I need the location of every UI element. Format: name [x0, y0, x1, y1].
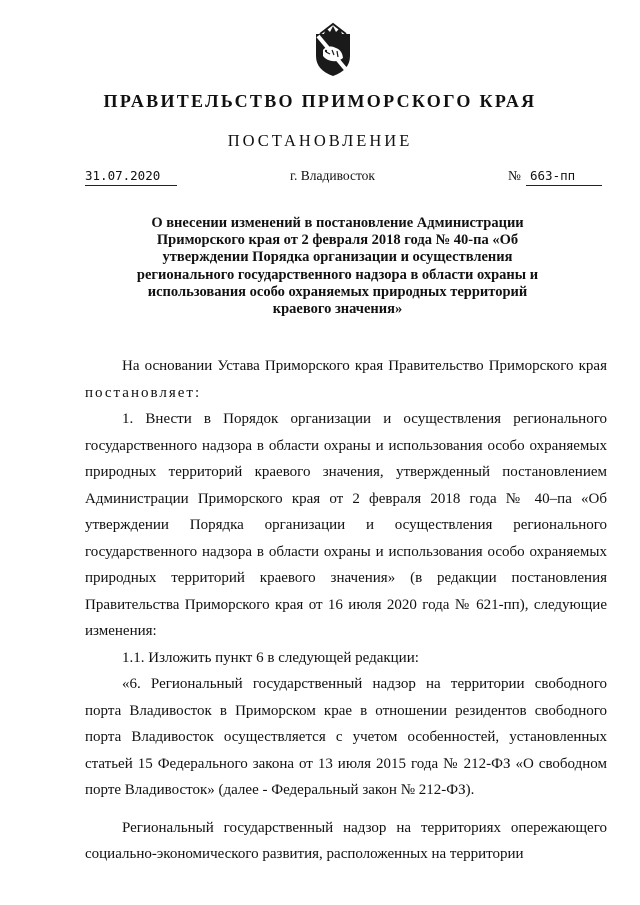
- number-underline: [526, 185, 602, 186]
- paragraph-point-6: «6. Региональный государственный надзор на территории свободного порта Владивосток в Приморском крае в отношении резидентов свободного порта Владивосток осуществляется с учетом особенностей, установленных статьей 15 Федерального закона от 13 июля 2015 года № 212-ФЗ «О свободном порте Владивосток» (далее - Федеральный закон № 212-ФЗ).: [85, 676, 607, 798]
- paragraph-territories: Региональный государственный надзор на территориях опережающего социально-экономического развития, расположенных на территории: [85, 819, 607, 862]
- document-city: г. Владивосток: [290, 168, 375, 183]
- document-body: [85, 353, 607, 868]
- document-subject: О внесении изменений в постановление Администрации Приморского края от 2 февраля 2018 года № 40-па «Об утверждении Порядка организации и осуществления регионального государственного надзора в области охраны и использования особо охраняемых природных территорий краевого значения»: [136, 215, 539, 318]
- paragraph-basis-text: На основании Устава Приморского края Правительство Приморского края: [122, 358, 607, 374]
- number-sign: №: [508, 168, 521, 183]
- coat-of-arms-icon: [312, 20, 354, 78]
- paragraph-basis: [85, 353, 607, 406]
- government-title: ПРАВИТЕЛЬСТВО ПРИМОРСКОГО КРАЯ: [103, 91, 537, 111]
- paragraph-item-1-1: 1.1. Изложить пункт 6 в следующей редакции:: [122, 649, 419, 666]
- document-date: 31.07.2020: [85, 168, 161, 183]
- document-type: ПОСТАНОВЛЕНИЕ: [227, 131, 413, 150]
- document-number: 663-пп: [530, 168, 576, 183]
- date-underline: [85, 185, 177, 186]
- resolves-word: постановляет:: [85, 384, 202, 401]
- paragraph-item-1: 1. Внести в Порядок организации и осуществления регионального государственного надзора в области охраны и использования особо охраняемых природных территорий краевого значения, утвержденный постановлением Администрации Приморского края от 2 февраля 2018 года № 40–па «Об утверждении Порядка организации и осуществления регионального государственного надзора в области охраны и использования особо охраняемых природных территорий краевого значения» (в редакции постановления Правительства Приморского края от 16 июля 2020 года № 621-пп), следующие изменения:: [85, 411, 607, 639]
